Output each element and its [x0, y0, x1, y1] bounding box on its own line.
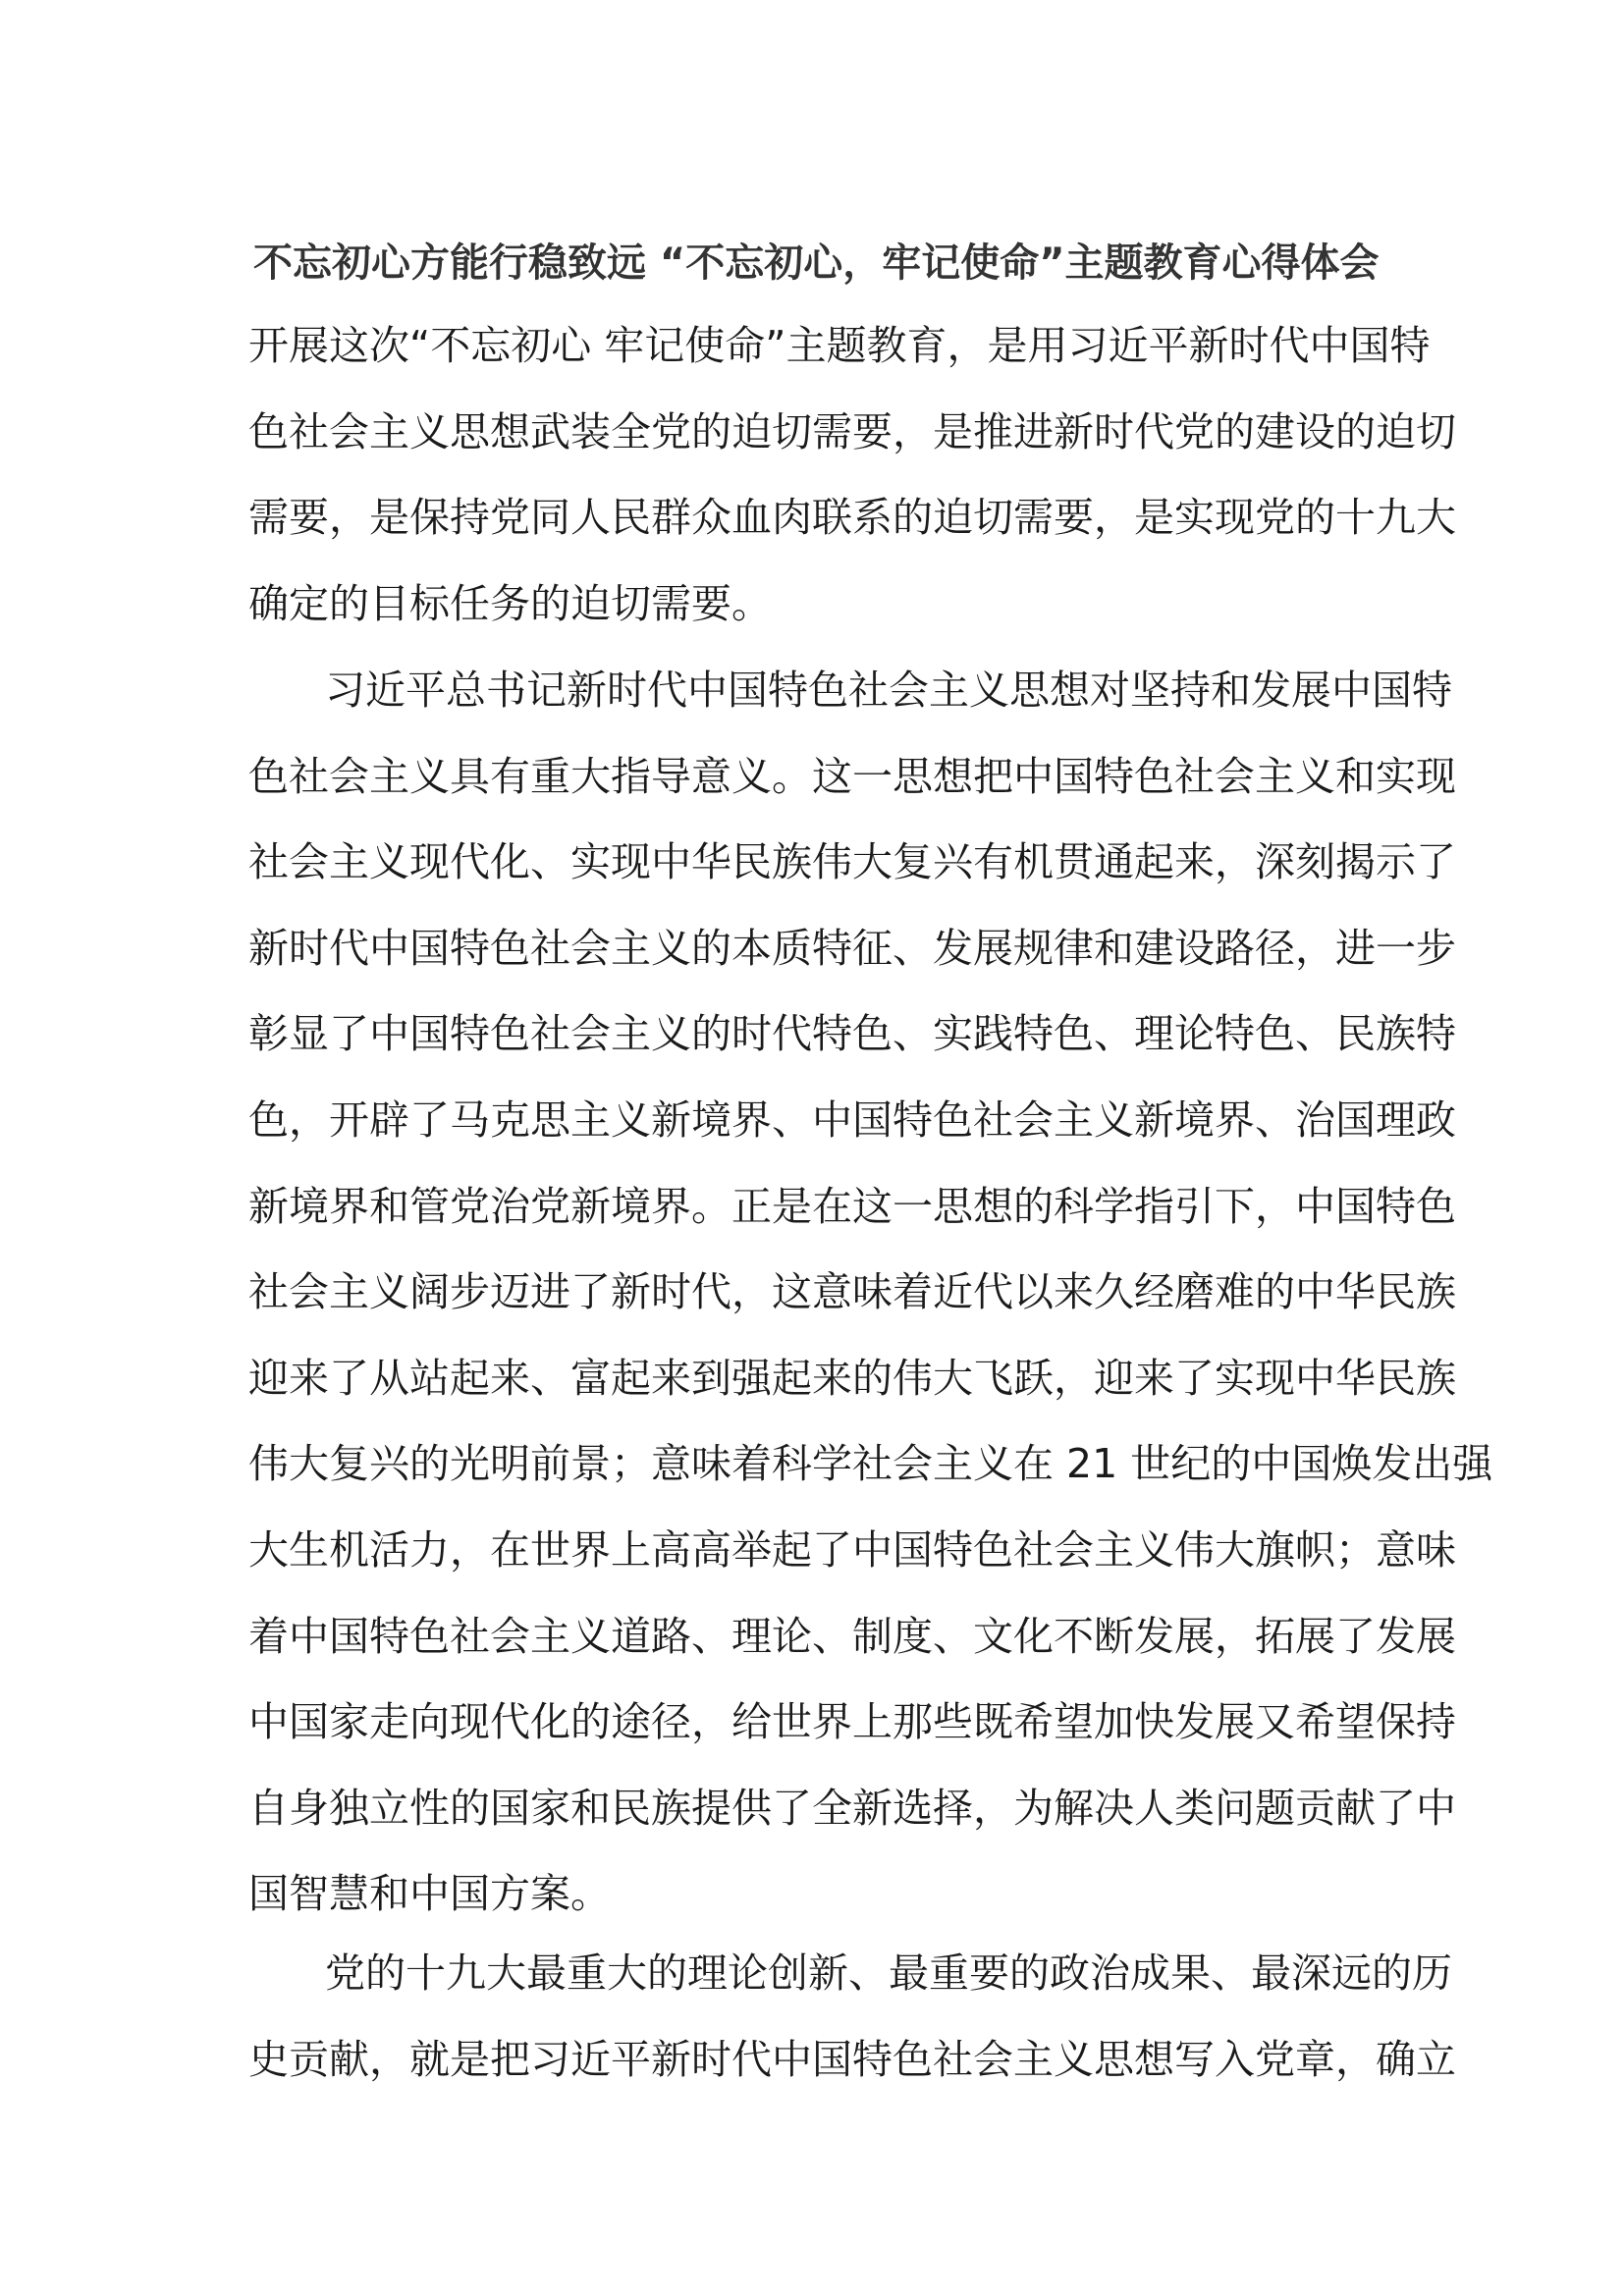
paragraph-2: [248, 664, 1493, 1953]
text-line: 开展这次“不忘初心 牢记使命”主题教育，是用习近平新时代中国特: [248, 322, 1431, 369]
text-line: 伟大复兴的光明前景；意味着科学社会主义在 21 世纪的中国焕发出强: [248, 1440, 1493, 1488]
text-line: 习近平总书记新时代中国特色社会主义思想对坚持和发展中国特: [325, 667, 1452, 714]
text-line: 着中国特色社会主义道路、理论、制度、文化不断发展，拓展了发展: [248, 1612, 1456, 1660]
text-line: 大生机活力，在世界上高高举起了中国特色社会主义伟大旗帜；意味: [248, 1525, 1456, 1574]
text-line: 新时代中国特色社会主义的本质特征、发展规律和建设路径，进一步: [248, 924, 1456, 972]
text-line: 色社会主义思想武装全党的迫切需要，是推进新时代党的建设的迫切: [248, 407, 1456, 455]
text-line: 自身独立性的国家和民族提供了全新选择，为解决人类问题贡献了中: [248, 1784, 1456, 1832]
text-line: 色社会主义具有重大指导意义。这一思想把中国特色社会主义和实现: [248, 752, 1456, 800]
text-line: 社会主义阔步迈进了新时代，这意味着近代以来久经磨难的中华民族: [248, 1268, 1456, 1316]
text-line: 色，开辟了马克思主义新境界、中国特色社会主义新境界、治国理政: [248, 1095, 1456, 1144]
paragraph-1: [248, 319, 1456, 663]
text-line: 迎来了从站起来、富起来到强起来的伟大飞跃，迎来了实现中华民族: [248, 1354, 1456, 1402]
text-line: 新境界和管党治党新境界。正是在这一思想的科学指引下，中国特色: [248, 1182, 1456, 1230]
text-line: 史贡献，就是把习近平新时代中国特色社会主义思想写入党章，确立: [248, 2035, 1456, 2083]
document-title: 不忘初心方能行稳致远 “不忘初心，牢记使命”主题教育心得体会: [253, 240, 1380, 286]
paragraph-3: [248, 1947, 1456, 2118]
text-line: 国智慧和中国方案。: [248, 1870, 611, 1918]
text-line: 中国家走向现代化的途径，给世界上那些既希望加快发展又希望保持: [248, 1698, 1456, 1746]
text-line: 需要，是保持党同人民群众血肉联系的迫切需要，是实现党的十九大: [248, 494, 1456, 542]
text-line: 彰显了中国特色社会主义的时代特色、实践特色、理论特色、民族特: [248, 1010, 1456, 1058]
text-line: 党的十九大最重大的理论创新、最重要的政治成果、最深远的历: [325, 1949, 1452, 1997]
text-line: 确定的目标任务的迫切需要。: [248, 579, 772, 627]
text-line: 社会主义现代化、实现中华民族伟大复兴有机贯通起来，深刻揭示了: [248, 838, 1456, 886]
